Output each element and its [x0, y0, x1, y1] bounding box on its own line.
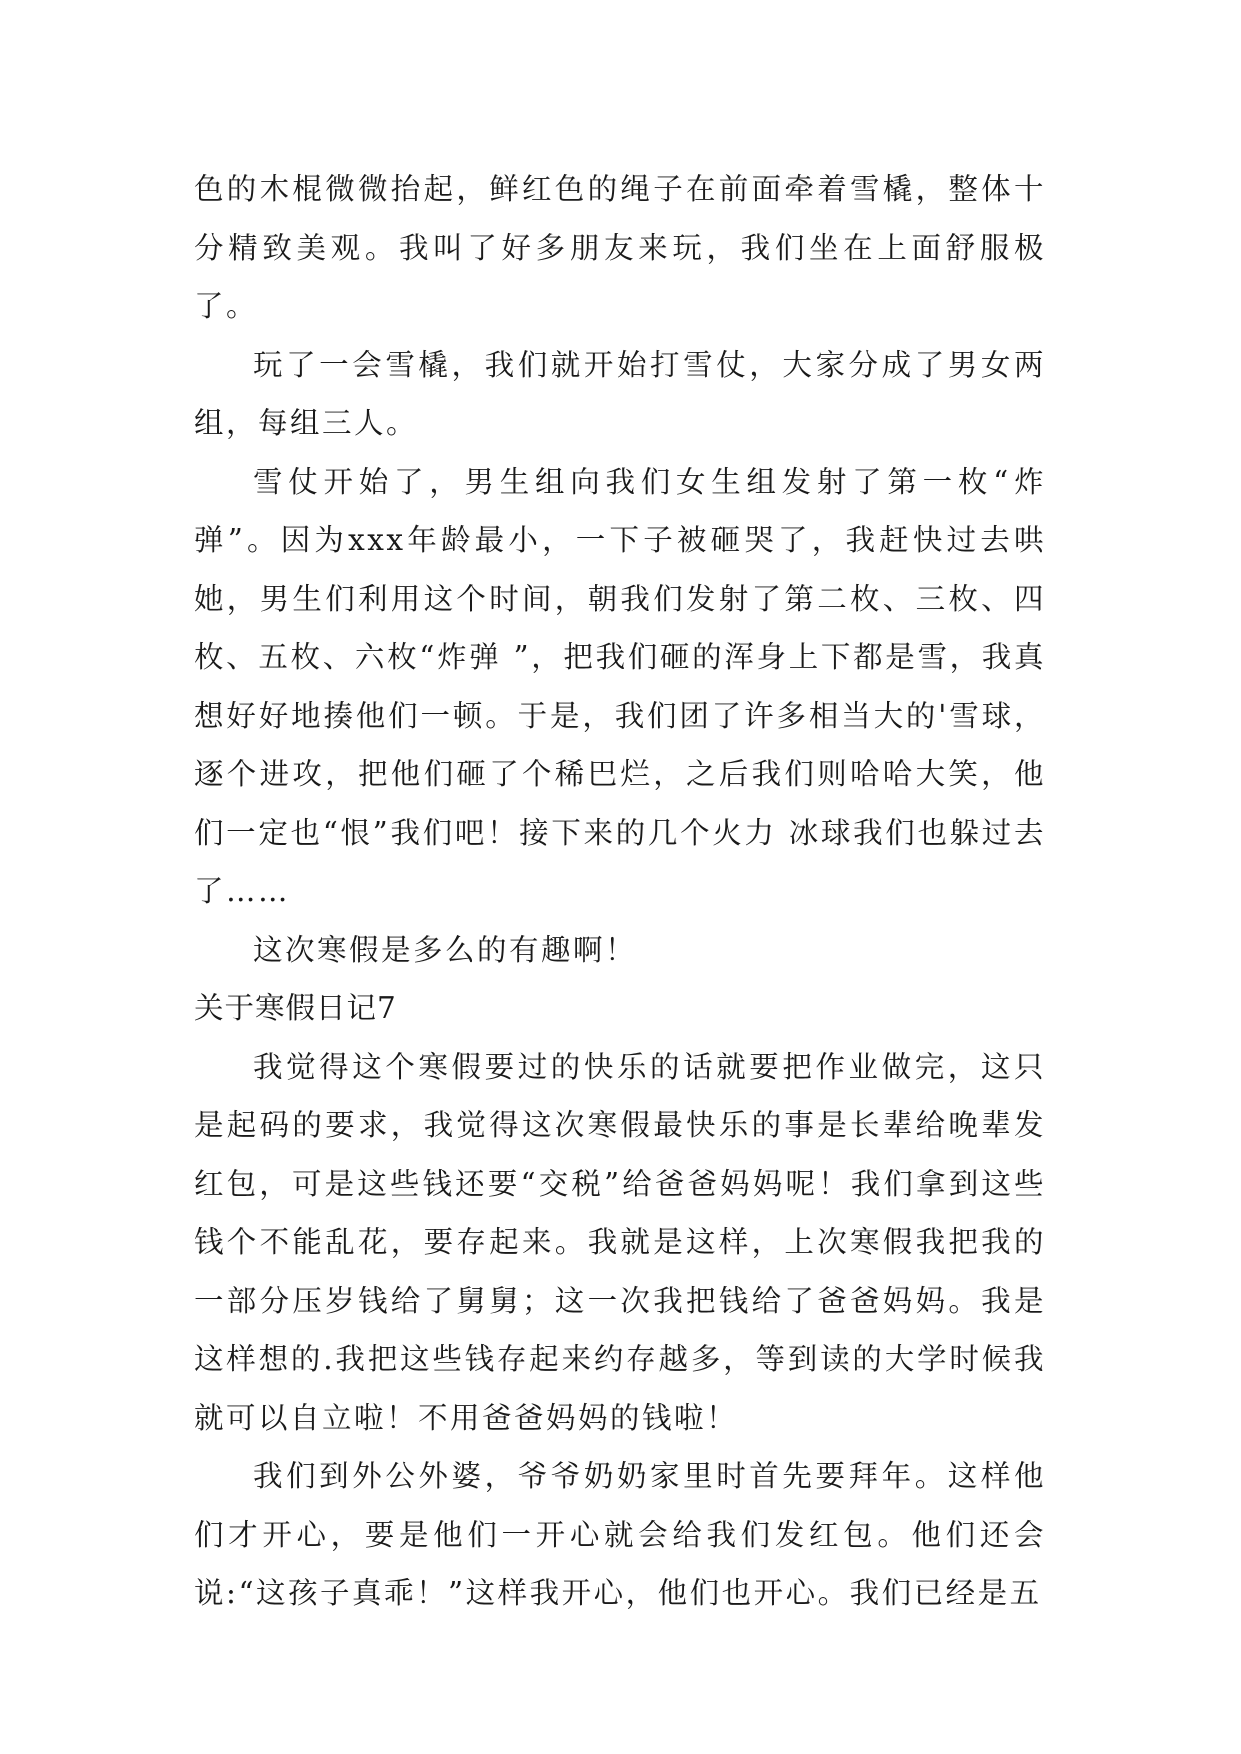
paragraph-red-envelope: 我觉得这个寒假要过的快乐的话就要把作业做完，这只是起码的要求，我觉得这次寒假最快乐的事是长辈给晚辈发红包，可是这些钱还要“交税”给爸爸妈妈呢！我们拿到这些钱个不能乱花，要存起来。我就是这样，上次寒假我把我的一部分压岁钱给了舅舅；这一次我把钱给了爸爸妈妈。我是这样想的.我把这些钱存起来约存越多，等到读的大学时候我就可以自立啦！不用爸爸妈妈的钱啦！	[194, 1049, 1046, 1435]
paragraph-sled-description: 色的木棍微微抬起，鲜红色的绳子在前面牵着雪橇，整体十分精致美观。我叫了好多朋友来玩，我们坐在上面舒服极了。	[194, 172, 1046, 323]
paragraph-snowball-start: 玩了一会雪橇，我们就开始打雪仗，大家分成了男女两组，每组三人。	[194, 347, 1046, 440]
paragraph-new-year-visit: 我们到外公外婆，爷爷奶奶家里时首先要拜年。这样他们才开心，要是他们一开心就会给我们发红包。他们还会说:“这孩子真乖！”这样我开心，他们也开心。我们已经是五	[194, 1459, 1046, 1610]
paragraph-fun-holiday: 这次寒假是多么的有趣啊！	[253, 932, 638, 967]
paragraph-snowball-fight: 雪仗开始了，男生组向我们女生组发射了第一枚“炸弹”。因为xxx年龄最小，一下子被砸哭了，我赶快过去哄她，男生们利用这个时间，朝我们发射了第二枚、三枚、四枚、五枚、六枚“炸弹 ”，把我们砸的浑身上下都是雪，我真想好好地揍他们一顿。于是，我们团了许多相当大的'雪球，逐个进攻，把他们砸了个稀巴烂，之后我们则哈哈大笑，他们一定也“恨”我们吧！接下来的几个火力 冰球我们也躲过去了……	[194, 464, 1046, 908]
document-body	[194, 160, 1046, 1623]
section-heading: 关于寒假日记7	[194, 991, 397, 1025]
